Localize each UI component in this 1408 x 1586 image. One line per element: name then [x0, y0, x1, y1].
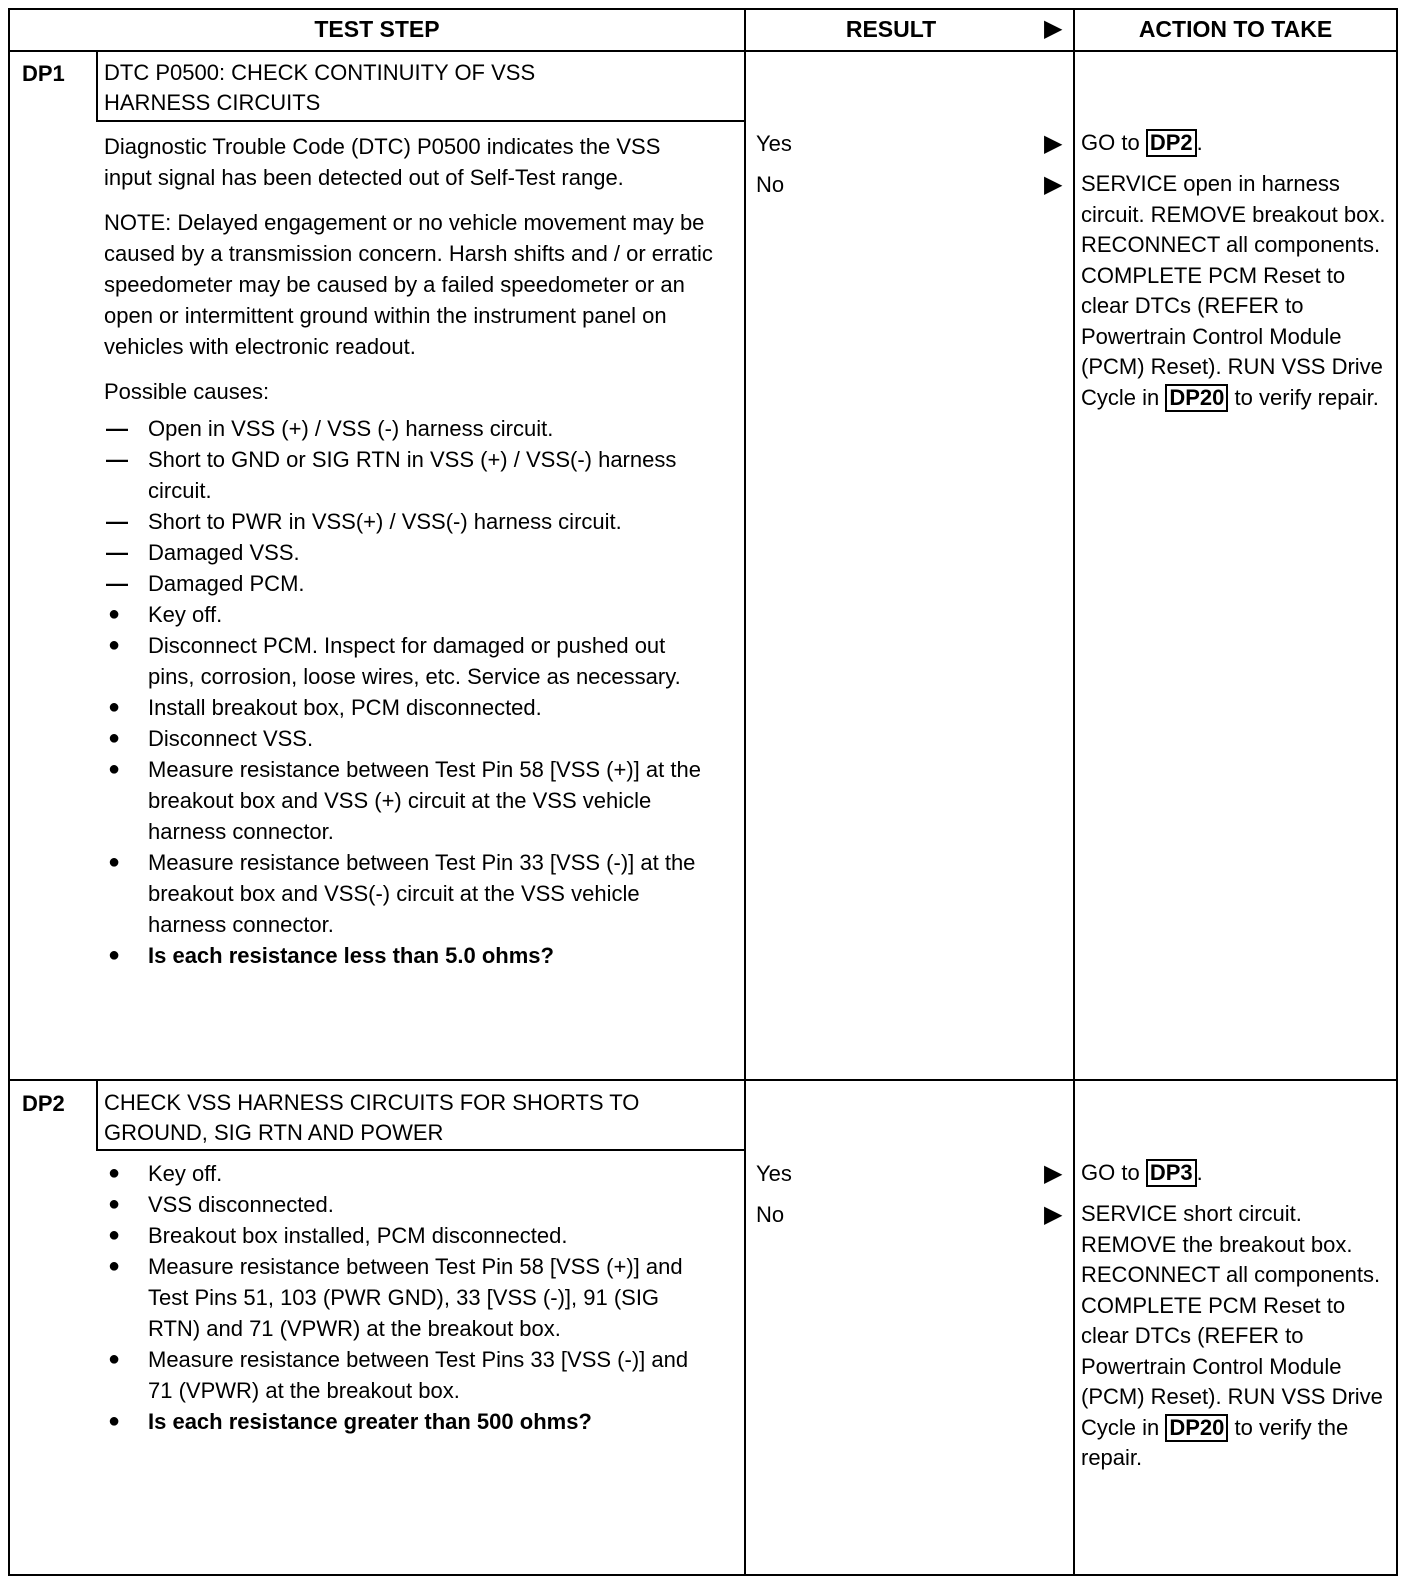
- list-item: ● Breakout box installed, PCM disconnected.: [104, 1220, 714, 1251]
- list-item: ● Key off.: [104, 1158, 714, 1189]
- dp2-action-yes: GO to DP3 .: [1081, 1160, 1203, 1185]
- dp2-result-yes: Yes: [756, 1161, 792, 1186]
- diagnostic-table: [8, 8, 1398, 1576]
- bullet-icon: ●: [108, 727, 121, 749]
- dp1-step-id: DP1: [22, 61, 65, 86]
- list-item: ● Is each resistance greater than 500 ohms?: [104, 1406, 714, 1437]
- table-bottom-border: [8, 1574, 1398, 1576]
- bullet-icon: ●: [108, 1224, 121, 1246]
- list-item: ● Install breakout box, PCM disconnected.: [104, 692, 714, 723]
- dp1-action-yes: GO to DP2 .: [1081, 130, 1203, 155]
- table-right-border: [1396, 8, 1398, 1576]
- dp1-action-no: SERVICE open in harness circuit. REMOVE breakout box. RECONNECT all components. COMPLETE PCM Reset to clear DTCs (REFER to Powertrain Control Module (PCM) Reset). RUN VSS Drive Cycle in DP20 to verify repair.: [1081, 171, 1386, 410]
- bullet-icon: ●: [108, 1162, 121, 1184]
- header-action: ACTION TO TAKE: [1138, 16, 1333, 42]
- list-item: ● Measure resistance between Test Pin 58 [VSS (+)] and Test Pins 51, 103 (PWR GND), 33 [VSS (-)], 91 (SIG RTN) and 71 (VPWR) at the breakout box.: [104, 1251, 714, 1344]
- bullet-icon: ●: [108, 758, 121, 780]
- right-triangle-arrow-icon: ▶: [1044, 130, 1063, 157]
- right-triangle-arrow-icon: ▶: [1044, 1201, 1063, 1228]
- list-item: — Damaged PCM.: [106, 571, 305, 596]
- bullet-icon: ●: [108, 1255, 121, 1277]
- dp20-reference-link[interactable]: DP20: [1165, 384, 1228, 412]
- dp20-reference-link[interactable]: DP20: [1165, 1414, 1228, 1442]
- dp2-result-no: No: [756, 1202, 785, 1227]
- dp2-step-title: CHECK VSS HARNESS CIRCUITS FOR SHORTS TO GROUND, SIG RTN AND POWER: [104, 1090, 640, 1145]
- bullet-icon: ●: [108, 944, 121, 966]
- bullet-icon: ●: [108, 634, 121, 656]
- list-item: ● Disconnect VSS.: [104, 723, 714, 754]
- dp1-result-yes: Yes: [756, 131, 792, 156]
- list-item: — Damaged VSS.: [106, 540, 300, 565]
- dp2-steps-list: [104, 1158, 714, 1437]
- table-left-border: [8, 8, 10, 1576]
- right-triangle-arrow-icon: ▶: [1044, 15, 1063, 42]
- bullet-icon: ●: [108, 1348, 121, 1370]
- bullet-icon: ●: [108, 851, 121, 873]
- bullet-icon: ●: [108, 1193, 121, 1215]
- dp2-action-no: SERVICE short circuit. REMOVE the breakout box. RECONNECT all components. COMPLETE PCM Reset to clear DTCs (REFER to Powertrain Control Module (PCM) Reset). RUN VSS Drive Cycle in DP20 to verify the repair.: [1081, 1201, 1383, 1470]
- list-item: ● Measure resistance between Test Pin 33 [VSS (-)] at the breakout box and VSS(-) circuit at the VSS vehicle harness connector.: [104, 847, 714, 940]
- list-item: ● Disconnect PCM. Inspect for damaged or pushed out pins, corrosion, loose wires, etc. Service as necessary.: [104, 630, 714, 692]
- dp2-reference-link[interactable]: DP2: [1146, 129, 1197, 157]
- bullet-icon: ●: [108, 603, 121, 625]
- dp3-reference-link[interactable]: DP3: [1146, 1159, 1197, 1187]
- list-item: ● Is each resistance less than 5.0 ohms?: [104, 940, 714, 971]
- dp1-intro: Diagnostic Trouble Code (DTC) P0500 indicates the VSS input signal has been detected out of Self-Test range.: [104, 134, 661, 190]
- list-item: — Short to GND or SIG RTN in VSS (+) / VSS(-) harness circuit.: [106, 447, 677, 503]
- result-column-divider: [744, 8, 746, 1576]
- bullet-icon: ●: [108, 1410, 121, 1432]
- dp1-causes-heading: Possible causes:: [104, 379, 270, 404]
- dp1-step-title: DTC P0500: CHECK CONTINUITY OF VSS HARNESS CIRCUITS: [104, 60, 536, 115]
- action-column-divider: [1073, 8, 1075, 1576]
- list-item: ● Key off.: [104, 599, 714, 630]
- dp2-body: [104, 1158, 714, 1437]
- header-test-step: TEST STEP: [314, 16, 440, 42]
- dp2-id-divider: [96, 1079, 98, 1151]
- list-item: ● Measure resistance between Test Pin 58 [VSS (+)] at the breakout box and VSS (+) circuit at the VSS vehicle harness connector.: [104, 754, 714, 847]
- dp1-causes-list: [104, 413, 714, 599]
- dp1-id-divider: [96, 50, 98, 122]
- table-top-border: [8, 8, 1398, 10]
- dp1-body: [104, 131, 714, 971]
- dp2-step-id: DP2: [22, 1091, 65, 1116]
- header-divider: [8, 50, 1398, 52]
- list-item: — Short to PWR in VSS(+) / VSS(-) harness circuit.: [106, 509, 622, 534]
- list-item: ● VSS disconnected.: [104, 1189, 714, 1220]
- right-triangle-arrow-icon: ▶: [1044, 171, 1063, 198]
- dp2-title-divider: [96, 1149, 746, 1151]
- dp1-title-divider: [96, 120, 746, 122]
- dp2-row-divider: [8, 1079, 1398, 1081]
- dp1-result-no: No: [756, 172, 785, 197]
- header-result: RESULT: [845, 16, 937, 42]
- dp1-note: NOTE: Delayed engagement or no vehicle movement may be caused by a transmission concern. Harsh shifts and / or erratic speedometer may be caused by a failed speedometer or an open or intermittent ground within the instrument panel on vehicles with electronic readout.: [104, 210, 713, 359]
- list-item: ● Measure resistance between Test Pins 33 [VSS (-)] and 71 (VPWR) at the breakout box.: [104, 1344, 714, 1406]
- list-item: — Open in VSS (+) / VSS (-) harness circuit.: [106, 416, 554, 441]
- dp1-steps-list: [104, 599, 714, 971]
- bullet-icon: ●: [108, 696, 121, 718]
- right-triangle-arrow-icon: ▶: [1044, 1160, 1063, 1187]
